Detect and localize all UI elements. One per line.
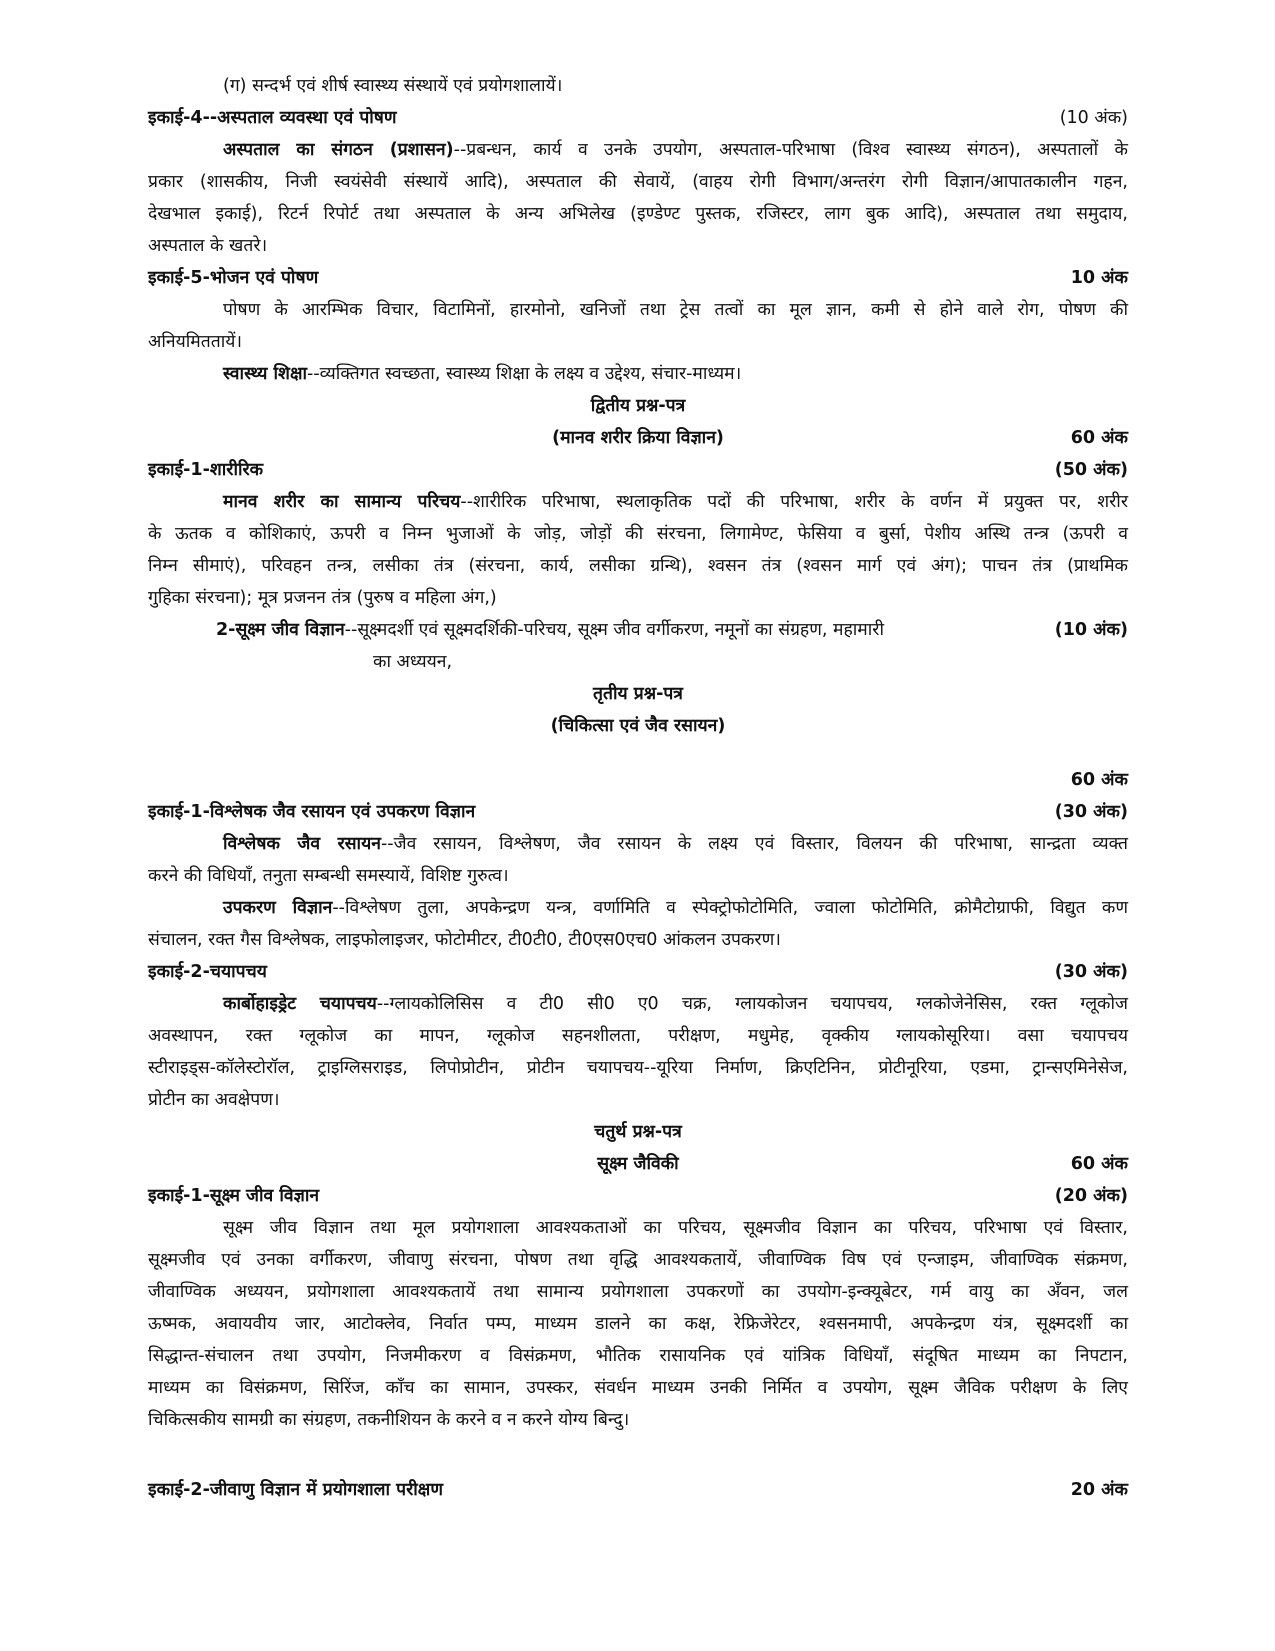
unit-heading xyxy=(148,454,1128,486)
line-text: माध्यम का विसंक्रमण, सिरिंज, काँच का सामान, उपस्कर, संवर्धन माध्यम उनकी निर्मित व उपयोग, सूक्ष्म जैविक परीक्षण के लिए xyxy=(148,1378,1128,1398)
title-text: तृतीय प्रश्न-पत्र xyxy=(593,684,683,704)
marks: 10 अंक xyxy=(1070,268,1128,288)
heading-text: इकाई-1-शारीरिक xyxy=(148,460,264,480)
line-text: ऊष्मक, अवायवीय जार, आटोक्लेव, निर्वात पम्प, माध्यम डालने का कक्ष, रेफ्रिजेरेटर, श्वसनमापी, अपकेन्द्रण यंत्र, सूक्ष्मदर्शी का xyxy=(148,1314,1128,1334)
marks: (10 अंक) xyxy=(1059,108,1128,128)
line-text: --जैव रसायन, विश्लेषण, जैव रसायन के लक्ष्य एवं विस्तार, विलयन की परिभाषा, सान्द्रता व्यक्त xyxy=(380,834,1128,854)
text-line xyxy=(148,1084,1128,1116)
line-text: निम्न सीमाएं), परिवहन तन्त्र, लसीका तंत्र (संरचना, कार्य, लसीका ग्रन्थि), श्वसन तंत्र (श्वसन मार्ग एवं अंग); पाचन तंत्र (प्राथमिक xyxy=(148,556,1128,576)
bold-term: मानव शरीर का सामान्य परिचय xyxy=(223,492,461,512)
text-line xyxy=(148,486,1128,518)
text-line xyxy=(148,198,1128,230)
marks: 60 अंक xyxy=(1070,1154,1128,1174)
line-text: देखभाल इकाई), रिटर्न रिपोर्ट तथा अस्पताल के अन्य अभिलेख (इण्डेण्ट पुस्तक, रजिस्टर, लाग बुक आदि), अस्पताल तथा समुदाय, xyxy=(148,204,1128,224)
text-line xyxy=(148,358,1128,390)
text-line xyxy=(148,860,1128,892)
line-text: पोषण के आरम्भिक विचार, विटामिनों, हारमोनो, खनिजों तथा ट्रेस तत्वों का मूल ज्ञान, कमी से होने वाले रोग, पोषण की xyxy=(223,300,1128,320)
bold-term: कार्बोहाइड्रेट चयापचय xyxy=(223,994,377,1014)
line-text: जीवाण्विक अध्ययन, प्रयोगशाला आवश्यकतायें तथा सामान्य प्रयोगशाला उपकरणों का उपयोग-इन्क्यूबेटर, गर्म वायु का अँवन, जल xyxy=(148,1282,1128,1302)
syllabus-page xyxy=(148,70,1128,1506)
line-text: सिद्धान्त-संचालन तथा उपयोग, निजमीकरण व विसंक्रमण, भौतिक रासायनिक एवं यांत्रिक विधियाँ, संदूषित माध्यम का निपटान, xyxy=(148,1346,1128,1366)
line-text: --ग्लायकोलिसिस व टी0 सी0 ए0 चक्र, ग्लायकोजन चयापचय, ग्लकोजेनेसिस, रक्त ग्लूकोज xyxy=(376,994,1129,1014)
marks: (30 अंक) xyxy=(1054,802,1128,822)
line-text: सूक्ष्म जीव विज्ञान तथा मूल प्रयोगशाला आवश्यकताओं का परिचय, सूक्ष्मजीव विज्ञान का परिचय, परिभाषा एवं विस्तार, xyxy=(223,1218,1128,1238)
paper-title xyxy=(148,1116,1128,1148)
unit-heading xyxy=(148,102,1128,134)
line-text: सूक्ष्मजीव एवं उनका वर्गीकरण, जीवाणु संरचना, पोषण तथा वृद्धि आवश्यकतायें, जीवाण्विक विष एवं एन्जाइम, जीवाण्विक संक्रमण, xyxy=(148,1250,1128,1270)
text-line xyxy=(148,134,1128,166)
line-text: --शारीरिक परिभाषा, स्थलाकृतिक पदों की परिभाषा, शरीर के वर्णन में प्रयुक्त पर, शरीर xyxy=(460,492,1128,512)
text-line xyxy=(148,1244,1128,1276)
line-text: अवस्थापन, रक्त ग्लूकोज का मापन, ग्लूकोज सहनशीलता, परीक्षण, मधुमेह, वृक्कीय ग्लायकोसूरिया। वसा चयापचय xyxy=(148,1026,1128,1046)
text-line xyxy=(148,166,1128,198)
bold-term: उपकरण विज्ञान xyxy=(223,898,333,918)
title-text: चतुर्थ प्रश्न-पत्र xyxy=(594,1122,682,1142)
heading-text: इकाई-4--अस्पताल व्यवस्था एवं पोषण xyxy=(148,108,397,128)
line-text: संचालन, रक्त गैस विश्लेषक, लाइफोलाइजर, फोटोमीटर, टी0टी0, टी0एस0एच0 आंकलन उपकरण। xyxy=(148,930,781,950)
marks: (30 अंक) xyxy=(1054,962,1128,982)
text-line xyxy=(148,294,1128,326)
text-line xyxy=(148,646,1128,678)
line-text: करने की विधियाँ, तनुता सम्बन्धी समस्यायें, विशिष्ट गुरुत्व। xyxy=(148,866,509,886)
text-line xyxy=(148,70,1128,102)
marks: (10 अंक) xyxy=(1054,620,1128,640)
line-text: (ग) सन्दर्भ एवं शीर्ष स्वास्थ्य संस्थायें एवं प्रयोगशालायें। xyxy=(223,76,563,96)
text-line xyxy=(148,1340,1128,1372)
paper-subtitle xyxy=(148,710,1128,742)
line-text: गुहिका संरचना); मूत्र प्रजनन तंत्र (पुरुष व महिला अंग,) xyxy=(148,588,497,608)
paper-marks-line xyxy=(148,764,1128,796)
line-text: स्टीराइड्स-कॉलेस्टोरॉल, ट्राइग्लिसराइड, लिपोप्रोटीन, प्रोटीन चयापचय--यूरिया निर्माण, क्रिएटिनिन, प्रोटीनूरिया, एडमा, ट्रान्सएमिनेसेज, xyxy=(148,1058,1128,1078)
line-text: अनियमिततायें। xyxy=(148,332,243,352)
marks: (50 अंक) xyxy=(1054,460,1128,480)
text-line xyxy=(148,1404,1128,1436)
bold-term: स्वास्थ्य शिक्षा xyxy=(223,364,308,384)
paper-title xyxy=(148,678,1128,710)
text-line xyxy=(148,1212,1128,1244)
line-text: --प्रबन्धन, कार्य व उनके उपयोग, अस्पताल-परिभाषा (विश्व स्वास्थ्य संगठन), अस्पतालों के xyxy=(453,140,1128,160)
paper-subtitle xyxy=(148,422,1128,454)
text-line xyxy=(148,1020,1128,1052)
unit-heading xyxy=(148,1180,1128,1212)
title-text: द्वितीय प्रश्न-पत्र xyxy=(590,396,686,416)
subtitle-text: सूक्ष्म जैविकी xyxy=(597,1154,679,1174)
unit-heading xyxy=(148,956,1128,988)
unit-heading xyxy=(148,262,1128,294)
line-text: के ऊतक व कोशिकाएं, ऊपरी व निम्न भुजाओं के जोड़, जोड़ों की संरचना, लिगामेण्ट, फेसिया व बुर्सा, पेशीय अस्थि तन्त्र (ऊपरी व xyxy=(148,524,1128,544)
text-line xyxy=(148,924,1128,956)
text-line xyxy=(148,614,1128,646)
text-line xyxy=(148,1372,1128,1404)
heading-text: इकाई-1-विश्लेषक जैव रसायन एवं उपकरण विज्ञान xyxy=(148,802,476,822)
marks: 20 अंक xyxy=(1070,1480,1128,1500)
line-text: --व्यक्तिगत स्वच्छता, स्वास्थ्य शिक्षा के लक्ष्य व उद्देश्य, संचार-माध्यम। xyxy=(307,364,742,384)
spacer xyxy=(148,742,1128,764)
line-text: --सूक्ष्मदर्शी एवं सूक्ष्मदर्शिकी-परिचय, सूक्ष्म जीव वर्गीकरण, नमूनों का संग्रहण, महामारी xyxy=(344,620,884,640)
line-text: अस्पताल के खतरे। xyxy=(148,236,268,256)
paper-subtitle xyxy=(148,1148,1128,1180)
spacer xyxy=(148,1436,1128,1474)
marks: 60 अंक xyxy=(1070,428,1128,448)
unit-heading xyxy=(148,1474,1128,1506)
heading-text: इकाई-2-चयापचय xyxy=(148,962,267,982)
line-text: --विश्लेषण तुला, अपकेन्द्रण यन्त्र, वर्णामिति व स्पेक्ट्रोफोटोमिति, ज्वाला फोटोमिति, क्रोमैटोग्राफी, विद्युत कण xyxy=(332,898,1128,918)
text-line xyxy=(148,828,1128,860)
line-text: प्रोटीन का अवक्षेपण। xyxy=(148,1090,280,1110)
marks: 60 अंक xyxy=(1070,770,1128,790)
text-line xyxy=(148,326,1128,358)
text-line xyxy=(148,230,1128,262)
heading-text: इकाई-5-भोजन एवं पोषण xyxy=(148,268,319,288)
unit-heading xyxy=(148,796,1128,828)
text-line xyxy=(148,1276,1128,1308)
heading-text: इकाई-2-जीवाणु विज्ञान में प्रयोगशाला परीक्षण xyxy=(148,1480,444,1500)
line-text: का अध्ययन, xyxy=(373,652,453,672)
subtitle-text: (चिकित्सा एवं जैव रसायन) xyxy=(550,716,726,736)
paper-title xyxy=(148,390,1128,422)
text-line xyxy=(148,1052,1128,1084)
line-text: चिकित्सकीय सामग्री का संग्रहण, तकनीशियन के करने व न करने योग्य बिन्दु। xyxy=(148,1410,630,1430)
subtitle-text: (मानव शरीर क्रिया विज्ञान) xyxy=(552,428,724,448)
text-line xyxy=(148,1308,1128,1340)
marks: (20 अंक) xyxy=(1054,1186,1128,1206)
text-line xyxy=(148,582,1128,614)
text-line xyxy=(148,892,1128,924)
heading-text: इकाई-1-सूक्ष्म जीव विज्ञान xyxy=(148,1186,320,1206)
line-text: प्रकार (शासकीय, निजी स्वयंसेवी संस्थायें आदि), अस्पताल की सेवायें, (वाहय रोगी विभाग/अन्तरंग रोगी विज्ञान/आपातकालीन गहन, xyxy=(148,172,1128,192)
bold-term: 2-सूक्ष्म जीव विज्ञान xyxy=(216,620,345,640)
text-line xyxy=(148,518,1128,550)
bold-term: अस्पताल का संगठन (प्रशासन) xyxy=(223,140,454,160)
text-line xyxy=(148,988,1128,1020)
text-line xyxy=(148,550,1128,582)
bold-term: विश्लेषक जैव रसायन xyxy=(223,834,381,854)
